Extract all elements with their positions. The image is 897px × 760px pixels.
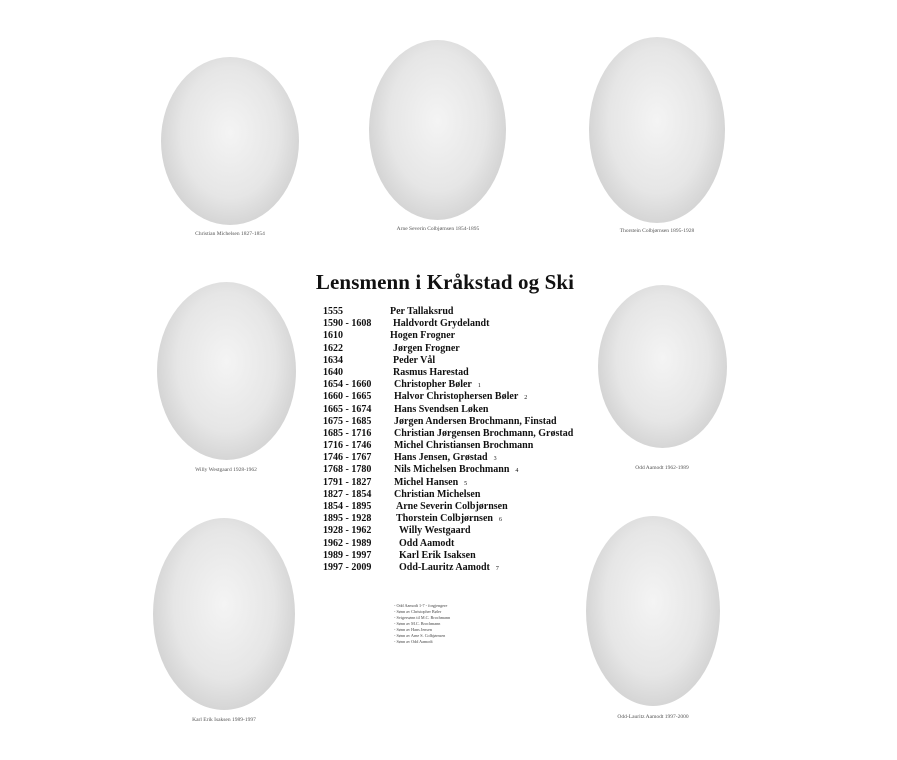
list-item-years: 1989 - 1997: [323, 549, 372, 561]
list-item-name: Christian Michelsen: [394, 488, 481, 500]
footnote: - Svigersønn til M.C. Brochmann: [394, 615, 451, 620]
footnote: - Sønn av Odd Aamodt: [394, 639, 433, 644]
list-item-years: 1665 - 1674: [323, 403, 372, 415]
footnote: - Odd Aamodt 1-7 - forgjengere: [394, 603, 448, 608]
list-item-name: Hans Jensen, Grøstad 3: [394, 452, 497, 464]
list-item-years: 1640: [323, 366, 343, 378]
list-item-name: Haldvordt Grydelandt: [393, 318, 490, 330]
list-item-name: Nils Michelsen Brochmann 4: [394, 464, 519, 476]
caption-karl-erik-isaksen: Karl Erik Isaksen 1989-1997: [192, 717, 256, 723]
list-item-years: 1654 - 1660: [323, 379, 372, 391]
portrait-willy-westgaard: [157, 282, 296, 460]
footnotes: [394, 603, 450, 645]
list-item-name: Jørgen Frogner: [393, 342, 460, 354]
list-item-years: 1634: [323, 354, 343, 366]
caption-arne-severin-colbjornsen: Arne Severin Colbjørnsen 1854-1895: [396, 226, 480, 232]
list-item-years: 1746 - 1767: [323, 452, 372, 464]
list-item-years: 1590 - 1608: [323, 318, 372, 330]
list-item-name: Michel Christiansen Brochmann: [394, 440, 534, 452]
list-item-name: Hogen Frogner: [390, 330, 456, 342]
list-item-name: Odd-Lauritz Aamodt 7: [399, 561, 499, 573]
list-item-years: 1675 - 1685: [323, 415, 372, 427]
list-item-years: 1854 - 1895: [323, 501, 372, 512]
list-item-years: 1827 - 1854: [323, 488, 372, 500]
list-item-years: 1997 - 2009: [323, 561, 372, 573]
list-item-years: 1962 - 1989: [323, 537, 372, 549]
portrait-odd-lauritz-aamodt: [586, 516, 720, 706]
portrait-karl-erik-isaksen: [153, 518, 295, 710]
list-item-name: Per Tallaksrud: [390, 306, 454, 317]
footnote: - Sønn av M.C. Brochmann: [394, 621, 441, 626]
portrait-thorstein-colbjornsen: [589, 37, 725, 223]
list-item-years: 1716 - 1746: [323, 440, 372, 452]
list-item-name: Odd Aamodt: [399, 537, 455, 549]
caption-odd-lauritz-aamodt: Odd-Lauritz Aamodt 1997-2000: [617, 714, 689, 720]
list-item-years: 1622: [323, 342, 343, 354]
list-item-name: Michel Hansen 5: [394, 476, 468, 488]
caption-thorstein-colbjornsen: Thorstein Colbjørnsen 1895-1928: [619, 228, 695, 234]
caption-odd-aamodt: Odd Aamodt 1962-1989: [635, 465, 689, 471]
list-item-years: 1791 - 1827: [323, 476, 372, 488]
portrait-christian-michelsen: [161, 57, 299, 225]
caption-christian-michelsen: Christian Michelsen 1827-1854: [195, 231, 265, 237]
list-item-years: 1768 - 1780: [323, 464, 372, 476]
list-item-name: Karl Erik Isaksen: [399, 549, 476, 561]
portrait-arne-severin-colbjornsen: [369, 40, 506, 220]
list-item-years: 1660 - 1665: [323, 391, 372, 403]
page-title: Lensmenn i Kråkstad og Ski: [315, 270, 575, 294]
list-item-name: Thorstein Colbjørnsen 6: [396, 513, 502, 525]
list-item-name: Jørgen Andersen Brochmann, Finstad: [394, 415, 557, 427]
list-item-name: Halvor Christophersen Bøler 2: [394, 391, 528, 403]
list-item-years: 1685 - 1716: [323, 427, 372, 439]
list-item-name: Christopher Bøler 1: [394, 379, 481, 391]
caption-willy-westgaard: Willy Westgaard 1928-1962: [195, 467, 257, 473]
list-item-name: Rasmus Harestad: [393, 366, 469, 378]
list-item-years: 1555: [323, 306, 343, 317]
list-item-name: Hans Svendsen Løken: [394, 403, 489, 415]
list-item-name: Willy Westgaard: [399, 525, 471, 537]
footnote: - Sønn av Arne S. Colbjørnsen: [394, 633, 446, 638]
footnote: - Sønn av Christopher Bøler: [394, 609, 442, 614]
list-item-name: Peder Vål: [393, 354, 436, 366]
list-item-years: 1610: [323, 330, 343, 342]
list-item-years: 1895 - 1928: [323, 513, 372, 525]
list-item-name: Christian Jørgensen Brochmann, Grøstad: [394, 427, 574, 439]
footnote: - Sønn av Hans Jensen: [394, 627, 432, 632]
list-item-name: Arne Severin Colbjørnsen: [396, 501, 508, 512]
portrait-odd-aamodt: [598, 285, 727, 448]
list-item-years: 1928 - 1962: [323, 525, 372, 537]
